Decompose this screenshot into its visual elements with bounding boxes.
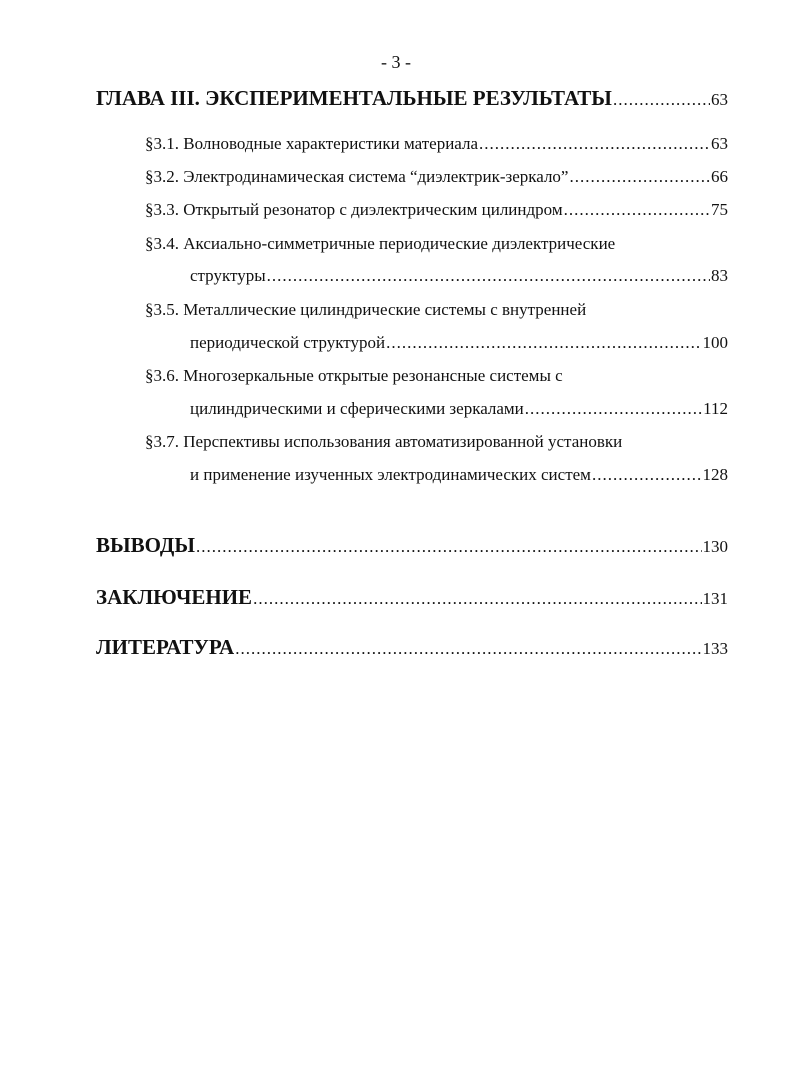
- toc-section-3-2: [145, 167, 728, 187]
- page-number: - 3 -: [381, 52, 411, 72]
- section-page: 66: [711, 167, 728, 186]
- section-title-line1: §3.6. Многозеркальные открытые резонансные системы с: [145, 366, 563, 385]
- toc-chapter-3: [96, 86, 728, 111]
- toc-section-3-7: [190, 465, 728, 485]
- section-title-line2: цилиндрическими и сферическими зеркалами: [190, 399, 524, 418]
- major-page: 133: [702, 639, 728, 658]
- chapter-title: ГЛАВА III. ЭКСПЕРИМЕНТАЛЬНЫЕ РЕЗУЛЬТАТЫ: [96, 86, 612, 110]
- dot-leader: [592, 465, 702, 485]
- dot-leader: [479, 134, 710, 154]
- major-title: ВЫВОДЫ: [96, 533, 195, 557]
- section-page: 63: [711, 134, 728, 153]
- section-title-line1: §3.4. Аксиально-симметричные периодические диэлектрические: [145, 234, 616, 253]
- dot-leader: [569, 167, 710, 187]
- major-page: 130: [702, 537, 728, 556]
- section-title-line1: §3.5. Металлические цилиндрические системы с внутренней: [145, 300, 587, 319]
- major-title: ЗАКЛЮЧЕНИЕ: [96, 585, 253, 609]
- section-title-line2: структуры: [190, 266, 266, 285]
- dot-leader: [613, 90, 710, 110]
- dot-leader: [196, 537, 702, 557]
- toc-section-3-6: [190, 399, 728, 419]
- toc-summary: [96, 585, 728, 610]
- section-page: 83: [711, 266, 728, 285]
- section-page: 100: [702, 333, 728, 352]
- toc-section-3-5: [190, 333, 728, 353]
- section-title: §3.3. Открытый резонатор с диэлектрическим цилиндром: [145, 200, 563, 219]
- section-page: 75: [711, 200, 728, 219]
- section-title-line2: и применение изученных электродинамических систем: [190, 465, 591, 484]
- section-title: §3.1. Волноводные характеристики материала: [145, 134, 479, 153]
- dot-leader: [235, 639, 701, 659]
- chapter-page: 63: [711, 90, 728, 109]
- dot-leader: [267, 266, 710, 286]
- toc-references: [96, 635, 728, 660]
- toc-section-3-4: [190, 266, 728, 286]
- dot-leader: [525, 399, 702, 419]
- major-page: 131: [702, 589, 728, 608]
- section-page: 112: [703, 399, 728, 418]
- section-title: §3.2. Электродинамическая система “диэлектрик-зеркало”: [145, 167, 569, 186]
- section-title-line2: периодической структурой: [190, 333, 386, 352]
- section-title-line1: §3.7. Перспективы использования автоматизированной установки: [145, 432, 623, 451]
- section-page: 128: [702, 465, 728, 484]
- dot-leader: [564, 200, 710, 220]
- dot-leader: [253, 589, 701, 609]
- toc-section-3-3: [145, 200, 728, 220]
- toc-section-3-1: [145, 134, 728, 154]
- dot-leader: [386, 333, 701, 353]
- toc-conclusions: [96, 533, 728, 558]
- major-title: ЛИТЕРАТУРА: [96, 635, 235, 659]
